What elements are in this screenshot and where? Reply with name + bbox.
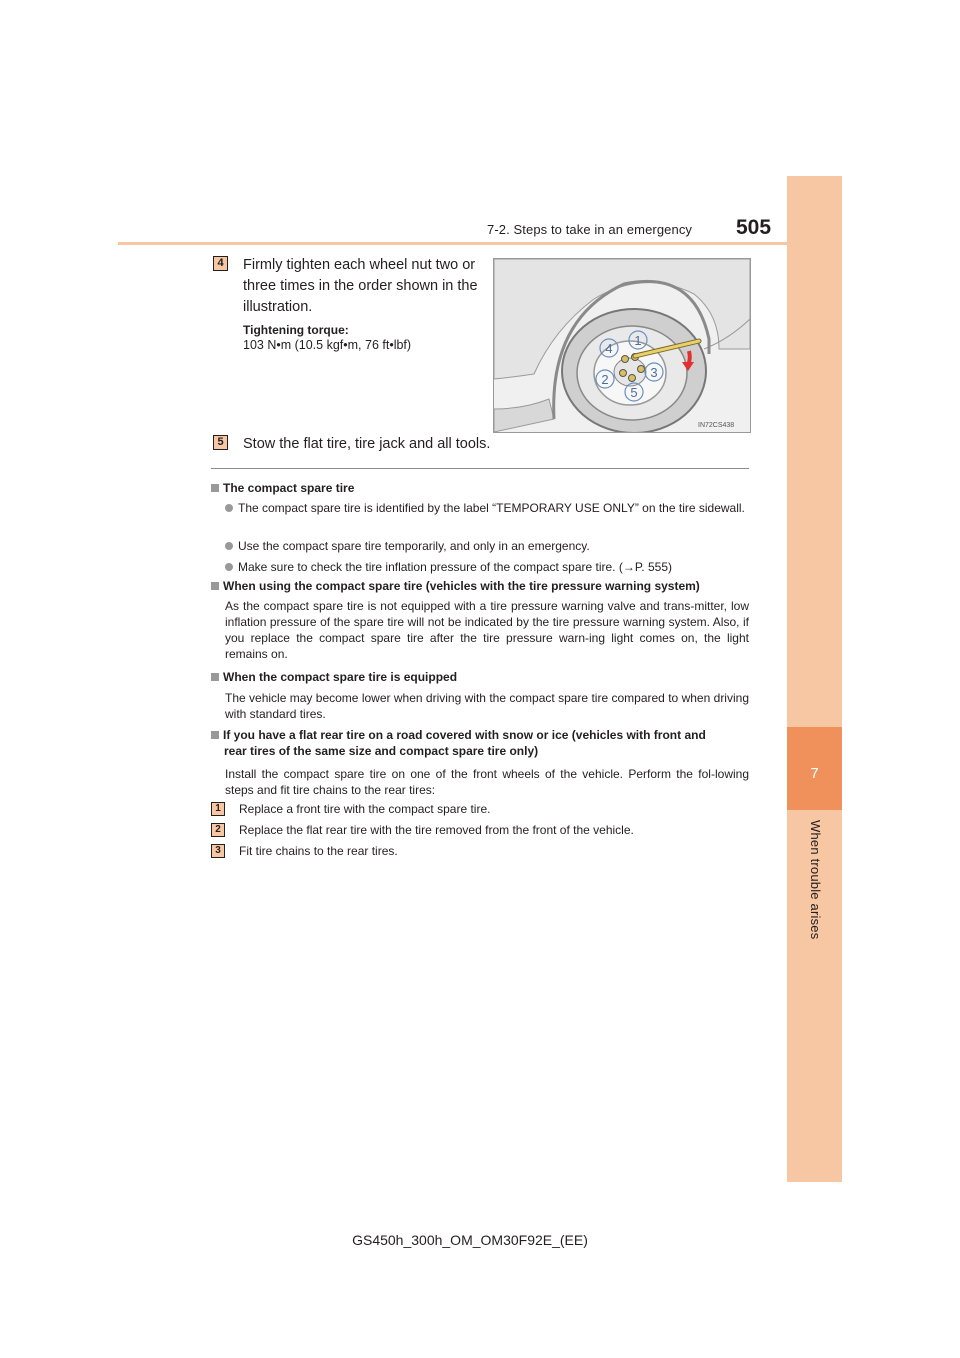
square-bullet-icon <box>211 484 219 492</box>
section-divider <box>211 468 749 469</box>
footer <box>0 1232 960 1248</box>
step-number-5: 5 <box>213 435 228 450</box>
note-text-snow: Install the compact spare tire on one of the front wheels of the vehicle. Perform the fol-lowing steps and fit tire chains to the rear tires: <box>225 767 749 797</box>
sub-step-number-1: 1 <box>211 802 225 816</box>
note-heading-snow-line2: rear tires of the same size and compact spare tire only) <box>224 744 539 758</box>
step-number-4: 4 <box>213 256 228 271</box>
note-heading-equipped: When the compact spare tire is equipped <box>211 670 457 684</box>
model-code: GS450h_300h_OM_OM30F92E_(EE) <box>352 1232 588 1248</box>
callout-5: 5 <box>630 385 638 400</box>
note-text-tpws: As the compact spare tire is not equipped with a tire pressure warning valve and trans-mitter, low inflation pressure of the spare tire will not be indicated by the tire pressure warning system. Also, if you replace the compact spare tire after the tire pressure warn-ing light comes on, the light remains on. <box>225 599 749 661</box>
bullet-dot-icon <box>225 563 233 571</box>
list-item: Make sure to check the tire inflation pressure of the compact spare tire. (→P. 555) <box>225 559 749 575</box>
callout-3: 3 <box>650 365 658 380</box>
note-text-equipped: The vehicle may become lower when driving with the compact spare tire compared to when driving with standard tires. <box>225 691 749 721</box>
note-heading-compact-spare: The compact spare tire <box>211 481 354 495</box>
chapter-number: 7 <box>810 765 819 782</box>
square-bullet-icon <box>211 731 219 739</box>
torque-value: 103 N•m (10.5 kgf•m, 76 ft•lbf) <box>243 338 412 352</box>
header-rule <box>118 242 841 245</box>
sub-step-3-text: Fit tire chains to the rear tires. <box>239 844 398 858</box>
note-heading-snow: If you have a flat rear tire on a road covered with snow or ice (vehicles with front and <box>211 728 706 742</box>
sub-step-1-text: Replace a front tire with the compact spare tire. <box>239 802 491 816</box>
chapter-title <box>808 820 822 960</box>
step-5-text: Stow the flat tire, tire jack and all tools. <box>243 436 491 452</box>
square-bullet-icon <box>211 673 219 681</box>
chapter-side-tab <box>787 176 842 1182</box>
torque-label: Tightening torque: <box>243 323 349 337</box>
sub-step-number-3: 3 <box>211 844 225 858</box>
step-4-text: Firmly tighten each wheel nut two or three times in the order shown in the illustration. <box>243 257 478 315</box>
list-item: The compact spare tire is identified by the label “TEMPORARY USE ONLY” on the tire sidewall. <box>225 500 749 516</box>
chapter-title-text: When trouble arises <box>808 820 823 940</box>
callout-1: 1 <box>634 333 642 348</box>
sub-step-2-text: Replace the flat rear tire with the tire removed from the front of the vehicle. <box>239 823 634 837</box>
page-number: 505 <box>736 216 772 239</box>
list-item: Use the compact spare tire temporarily, and only in an emergency. <box>225 538 749 554</box>
wheel-nut-tightening-illustration <box>493 258 751 433</box>
sub-step-number-2: 2 <box>211 823 225 837</box>
callout-4: 4 <box>605 341 613 356</box>
section-title: 7-2. Steps to take in an emergency <box>487 222 693 237</box>
note-heading-tpws: When using the compact spare tire (vehicles with the tire pressure warning system) <box>211 579 700 593</box>
square-bullet-icon <box>211 582 219 590</box>
bullet-dot-icon <box>225 504 233 512</box>
illustration-code: IN72CS438 <box>698 422 735 429</box>
callout-2: 2 <box>601 372 609 387</box>
bullet-dot-icon <box>225 542 233 550</box>
